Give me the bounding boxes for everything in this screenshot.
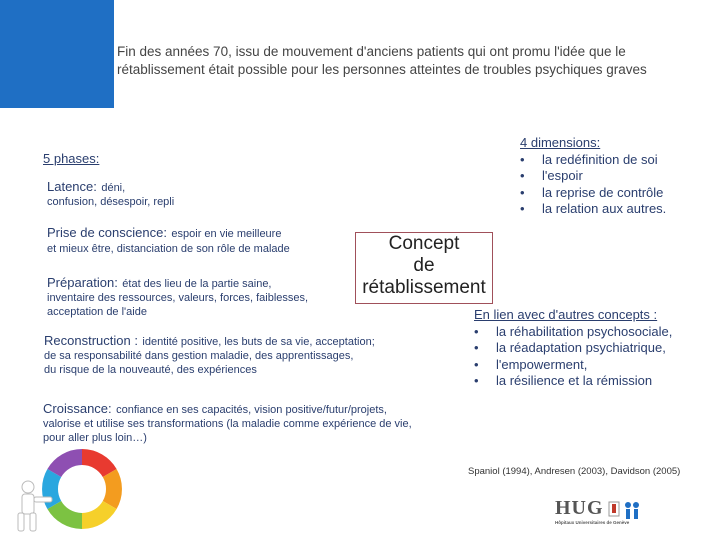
- list-item: • l'empowerment,: [474, 356, 588, 372]
- phase-preparation-rest1: inventaire des ressources, valeurs, forces, faiblesses,: [47, 292, 309, 304]
- concept-line3: rétablissement: [362, 277, 486, 298]
- links-block: [474, 307, 714, 390]
- phase-preparation: [47, 274, 272, 292]
- header-blue-block: [0, 0, 110, 108]
- phase-conscience: [47, 224, 281, 242]
- phase-preparation-inline: état des lieu de la partie saine,: [122, 278, 272, 290]
- hug-logo-subtitle: Hôpitaux Universitaires de Genève: [555, 520, 630, 525]
- phase-reconstruction-rest2: du risque de la nouveauté, des expériences: [44, 364, 257, 376]
- phase-conscience-rest: et mieux être, distanciation de son rôle de malade: [47, 243, 290, 255]
- bullet-icon: •: [520, 184, 525, 200]
- phase-reconstruction: [44, 332, 375, 350]
- phase-croissance: [43, 400, 387, 418]
- concept-box: [355, 232, 493, 304]
- phases-heading: 5 phases:: [43, 151, 100, 166]
- list-item: • la relation aux autres.: [520, 201, 667, 216]
- hug-logo-text: HUG: [555, 497, 604, 519]
- list-item: • la réadaptation psychiatrique,: [474, 340, 666, 355]
- dimensions-block: [520, 135, 710, 218]
- list-item: • l'espoir: [520, 168, 583, 183]
- phase-latence-label: Latence:: [47, 179, 97, 194]
- phase-latence-inline: déni,: [101, 182, 126, 194]
- list-item: • la réhabilitation psychosociale,: [474, 323, 673, 339]
- phase-reconstruction-label: Reconstruction :: [44, 333, 138, 348]
- phase-conscience-label: Prise de conscience:: [47, 225, 167, 240]
- phase-preparation-label: Préparation:: [47, 275, 118, 290]
- crest-icon: [608, 500, 642, 520]
- links-list: [474, 324, 714, 390]
- bullet-icon: •: [474, 373, 479, 388]
- bullet-icon: •: [474, 340, 479, 355]
- dimensions-list: [520, 152, 710, 218]
- phase-croissance-rest1: valorise et utilise ses transformations (la maladie comme expérience de vie,: [43, 418, 412, 430]
- dimensions-heading: 4 dimensions:: [520, 135, 601, 150]
- concept-line2: de: [413, 255, 435, 276]
- references-text: Spaniol (1994), Andresen (2003), Davidson (2005): [468, 466, 681, 477]
- phase-croissance-inline: confiance en ses capacités, vision positive/futur/projets,: [116, 404, 387, 416]
- hug-logo: [555, 497, 645, 527]
- list-item: • la reprise de contrôle: [520, 184, 664, 200]
- bullet-icon: •: [474, 323, 479, 339]
- links-heading: En lien avec d'autres concepts :: [474, 307, 658, 322]
- bullet-icon: •: [520, 201, 525, 216]
- phase-latence: [47, 178, 125, 196]
- bullet-icon: •: [474, 356, 479, 372]
- phase-reconstruction-rest1: de sa responsabilité dans gestion maladie, des apprentissages,: [44, 350, 354, 362]
- puzzle-wheel-icon: [10, 443, 130, 535]
- phase-croissance-label: Croissance:: [43, 401, 112, 416]
- phase-conscience-inline: espoir en vie meilleure: [171, 228, 282, 240]
- bullet-icon: •: [520, 151, 525, 167]
- bullet-icon: •: [520, 168, 525, 183]
- intro-text: Fin des années 70, issu de mouvement d'anciens patients qui ont promu l'idée que le rétablissement était possible pour les personnes atteintes de troubles psychiques graves: [117, 44, 647, 77]
- phase-reconstruction-inline: identité positive, les buts de sa vie, acceptation;: [142, 336, 375, 348]
- concept-line1: Concept: [388, 233, 460, 254]
- list-item: • la résilience et la rémission: [474, 373, 653, 388]
- phase-croissance-rest2: pour aller plus loin…): [43, 432, 147, 444]
- phase-latence-rest: confusion, désespoir, repli: [47, 196, 175, 208]
- phase-preparation-rest2: acceptation de l'aide: [47, 306, 147, 318]
- list-item: • la redéfinition de soi: [520, 151, 658, 167]
